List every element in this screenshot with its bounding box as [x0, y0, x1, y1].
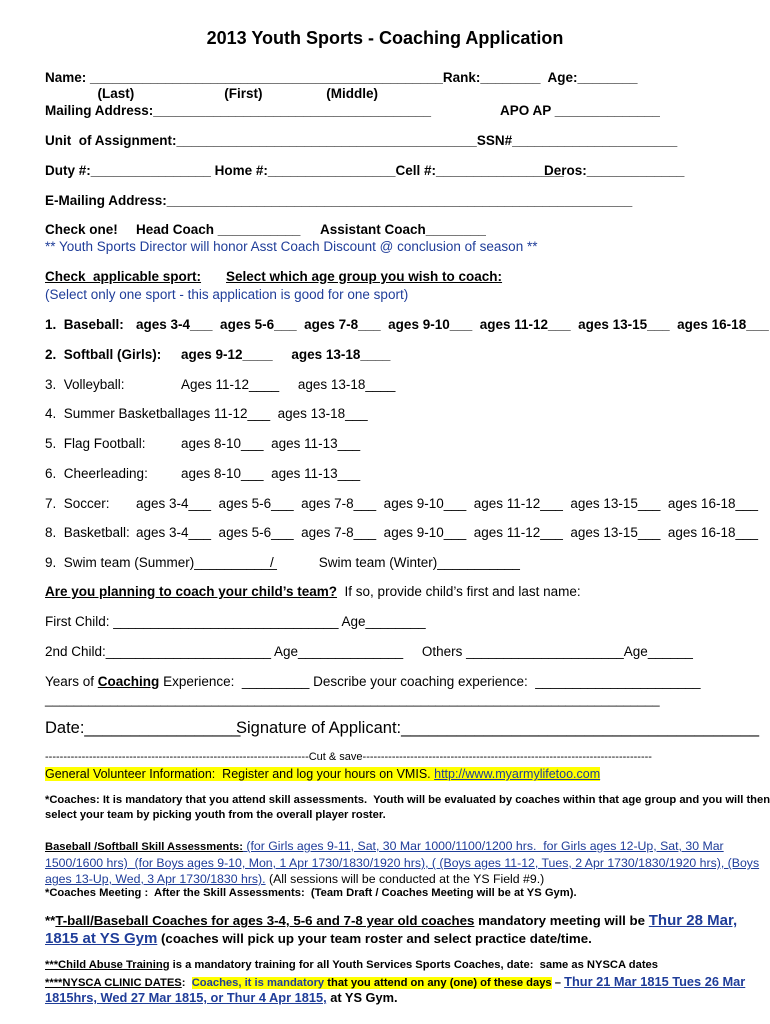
volunteer-text: General Volunteer Information: Register and log your hours on VMIS.	[45, 767, 431, 781]
sport-basketball-ages[interactable]: ages 3-4___ ages 5-6___ ages 7-8___ ages 9-10___ ages 11-12___ ages 13-15___ ages 16-18___	[136, 525, 758, 540]
tball-date: Thur 28 Mar,	[648, 912, 738, 929]
sport-cheerleading-ages[interactable]: ages 8-10___ ages 11-13___	[181, 466, 361, 481]
nysca-attend: that you attend on any (one) of these days	[324, 977, 552, 989]
assessments-line2: 1500/1600 hrs) (for Boys ages 9-10, Mon, 1 Apr 1730/1830/1920 hrs), ( (Boys ages 11-12, Tues, 2 Apr 1730/1830/1920 hrs), (Boys	[45, 856, 760, 870]
sport-soccer-ages[interactable]: ages 3-4___ ages 5-6___ ages 7-8___ ages 9-10___ ages 11-12___ ages 13-15___ ages 16-18___	[136, 496, 758, 511]
sport-cheerleading-label: 6. Cheerleading:	[45, 466, 148, 481]
sport-soccer-label: 7. Soccer:	[45, 496, 110, 511]
phone-line[interactable]: Duty #:________________ Home #:_________________Cell #:_________________	[45, 163, 564, 178]
head-coach-option[interactable]: Head Coach ___________	[136, 222, 301, 237]
first-child-field[interactable]: First Child: ______________________________ Age________	[45, 614, 426, 629]
sport-volleyball-label: 3. Volleyball:	[45, 377, 125, 392]
sport-volleyball-ages[interactable]: Ages 11-12____ ages 13-18____	[181, 377, 396, 392]
coaches-meeting-note: *Coaches Meeting : After the Skill Assessments: (Team Draft / Coaches Meeting will be at YS Gym).	[45, 887, 577, 899]
cut-line: ------------------------------------------------------------------------Cut & save-------------------------------------------------------------------------------	[45, 751, 652, 763]
tball-mandatory: mandatory meeting will be	[474, 913, 649, 928]
nysca-dates-b: 1815hrs, Wed 27 Mar 1815, or Thur 4 Apr 1815,	[45, 990, 327, 1005]
years-label-coaching: Coaching	[97, 674, 160, 689]
coaches-note-line2: select your team by picking youth from the overall player roster.	[45, 809, 386, 821]
assessments-girls: (for Girls ages 9-11, Sat, 30 Mar 1000/1100/1200 hrs. for Girls ages 12-Up, Sat, 30 Mar	[242, 839, 724, 853]
nysca-colon: :	[181, 977, 192, 989]
child-question-bold: Are you planning to coach your child’s team?	[45, 584, 338, 599]
nysca-mandatory: Coaches, it is mandatory	[191, 977, 325, 989]
tball-meeting-line2	[45, 931, 592, 947]
unit-ssn-line[interactable]: Unit of Assignment:________________________________________SSN#______________________	[45, 133, 678, 148]
sport-summer-basketball-label: 4. Summer Basketball:	[45, 406, 185, 421]
tball-time-place: 1815 at YS Gym	[45, 930, 158, 947]
mailing-address-field[interactable]: Mailing Address:_____________________________________	[45, 103, 432, 118]
page-title: 2013 Youth Sports - Coaching Application	[206, 28, 564, 48]
tball-meeting-line1	[45, 913, 737, 929]
coaches-note-line1: *Coaches: It is mandatory that you attend skill assessments. Youth will be evaluated by coaches within that age group and you will then	[45, 794, 770, 806]
sport-softball-ages[interactable]: ages 9-12____ ages 13-18____	[181, 347, 391, 362]
signature-field[interactable]: Signature of Applicant:_______________________________________	[236, 719, 759, 737]
nysca-dates-a: Thur 21 Mar 1815 Tues 26 Mar	[564, 974, 746, 989]
tball-roster-note: (coaches will pick up your team roster and select practice date/time.	[157, 931, 592, 946]
child-abuse-note	[45, 958, 658, 973]
experience-blank-line[interactable]: _____________________________________________________________________________________	[45, 692, 660, 707]
email-field[interactable]: E-Mailing Address:______________________________________________________________	[45, 193, 633, 208]
sport-swim-label[interactable]: 9. Swim team (Summer)___________	[45, 555, 277, 570]
name-sublabels: (Last) (First) (Middle)	[45, 86, 379, 101]
nysca-line1	[45, 974, 745, 991]
nysca-location: at YS Gym.	[326, 990, 398, 1005]
deros-field[interactable]: Deros:_____________	[544, 163, 685, 178]
assistant-coach-option[interactable]: Assistant Coach________	[320, 222, 486, 237]
assessments-field-note: (All sessions will be conducted at the YS Field #9.)	[265, 872, 545, 886]
years-label-c: Experience: _________ Describe your coaching experience: ______________________	[159, 674, 701, 689]
tball-ages: T-ball/Baseball Coaches for ages 3-4, 5-6 and 7-8 year old coaches	[55, 913, 475, 928]
child-question	[45, 584, 581, 600]
date-field[interactable]: Date:_________________	[45, 719, 241, 737]
check-one-label: Check one!	[45, 222, 118, 237]
sport-flag-football-label: 5. Flag Football:	[45, 436, 146, 451]
select-age-label: Select which age group you wish to coach:	[226, 269, 503, 284]
vmis-link[interactable]: http://www.myarmylifetoo.com	[434, 767, 601, 781]
assessments-boys-13up: ages 13-Up, Wed, 3 Apr 1730/1830 hrs).	[45, 872, 266, 886]
name-line[interactable]: Name: _______________________________________________Rank:________ Age:________	[45, 70, 638, 85]
asst-discount-note: ** Youth Sports Director will honor Asst Coach Discount @ conclusion of season **	[45, 239, 538, 254]
one-sport-note: (Select only one sport - this application is good for one sport)	[45, 287, 409, 302]
nysca-line2	[45, 990, 398, 1006]
sport-baseball-ages[interactable]: ages 3-4___ ages 5-6___ ages 7-8___ ages 9-10___ ages 11-12___ ages 13-15___ ages 16-18___	[136, 317, 769, 332]
nysca-label: ****NYSCA CLINIC DATES	[45, 977, 182, 989]
sport-baseball-label: 1. Baseball:	[45, 317, 124, 332]
years-label-a: Years of	[45, 674, 98, 689]
check-sport-label: Check applicable sport:	[45, 269, 202, 284]
apo-field[interactable]: APO AP ______________	[500, 103, 660, 118]
child-abuse-text: is a mandatory training for all Youth Services Sports Coaches, date: same as NYSCA dates	[169, 959, 658, 971]
child-abuse-label: ***Child Abuse Training	[45, 959, 170, 971]
child-question-rest: If so, provide child’s first and last name:	[337, 584, 581, 599]
volunteer-info	[45, 766, 600, 782]
nysca-dash: –	[551, 977, 565, 989]
sport-softball-label: 2. Softball (Girls):	[45, 347, 162, 362]
assessments-label: Baseball /Softball Skill Assessments:	[45, 841, 243, 853]
sport-summer-basketball-ages[interactable]: ages 11-12___ ages 13-18___	[181, 406, 368, 421]
years-experience-line[interactable]	[45, 674, 700, 690]
second-child-field[interactable]: 2nd Child:______________________ Age______________ Others _____________________Age______	[45, 644, 693, 659]
sport-basketball-label: 8. Basketball:	[45, 525, 130, 540]
assessments-line3	[45, 871, 544, 887]
sport-flag-football-ages[interactable]: ages 8-10___ ages 11-13___	[181, 436, 361, 451]
sport-swim-winter[interactable]: / Swim team (Winter)___________	[270, 555, 520, 570]
tball-stars: **	[45, 913, 56, 928]
assessments-line1	[45, 838, 724, 855]
